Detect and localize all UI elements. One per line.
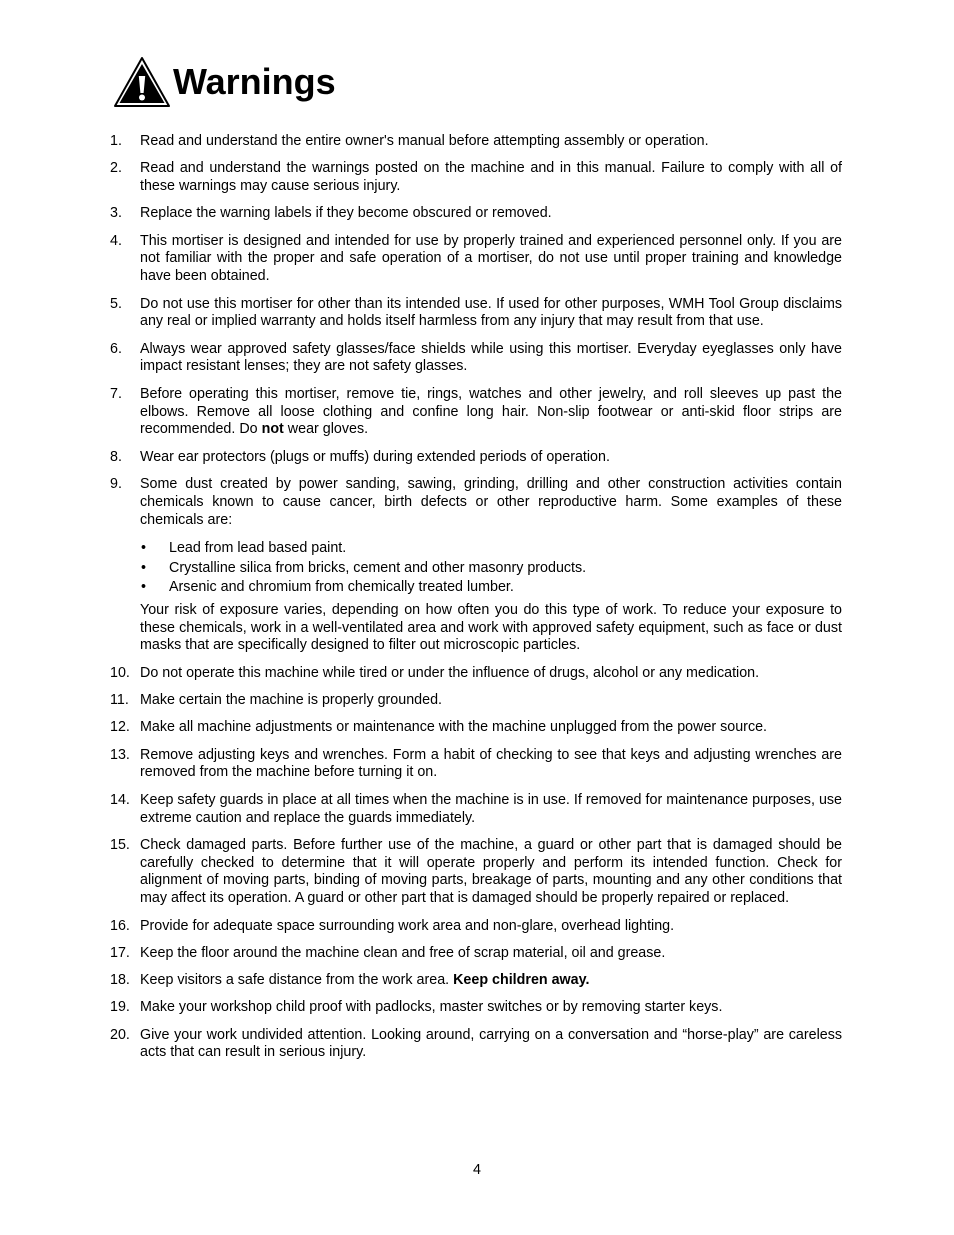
item-number: 13. — [110, 746, 130, 763]
item-text: Remove adjusting keys and wrenches. Form a habit of checking to see that keys and adjusting wrenches are removed from the machine before turning it on. — [140, 746, 842, 781]
bullet-text: Arsenic and chromium from chemically treated lumber. — [169, 579, 514, 596]
page-number: 4 — [473, 1162, 481, 1178]
list-item — [110, 205, 842, 223]
list-item — [110, 476, 842, 655]
item-text: Read and understand the entire owner's manual before attempting assembly or operation. — [140, 133, 709, 149]
item-number: 17. — [110, 944, 130, 961]
item-number: 7. — [110, 385, 122, 402]
list-item — [110, 1027, 842, 1063]
list-item — [110, 692, 842, 710]
item-number: 14. — [110, 791, 130, 808]
item-number: 20. — [110, 1026, 130, 1043]
item-text — [140, 386, 842, 439]
bullet-text: Lead from lead based paint. — [169, 540, 347, 557]
item-number: 8. — [110, 448, 122, 465]
list-item — [110, 945, 842, 963]
list-item — [110, 719, 842, 737]
item-number: 9. — [110, 475, 122, 492]
list-item — [110, 133, 842, 151]
item-text: This mortiser is designed and intended for use by properly trained and experienced personnel only. If you are not familiar with the proper and safe operation of a mortiser, do not use until proper training and knowledge have been obtained. — [140, 232, 842, 285]
item-text-part: Keep visitors a safe distance from the work area. — [140, 972, 454, 989]
item-text: Replace the warning labels if they become obscured or removed. — [140, 205, 552, 222]
item-text: Give your work undivided attention. Looking around, carrying on a conversation and “horse-play” are careless acts that can result in serious injury. — [140, 1026, 842, 1061]
item-text: Always wear approved safety glasses/face shields while using this mortiser. Everyday eyeglasses only have impact resistant lenses; they are not safety glasses. — [140, 340, 842, 375]
item-body — [140, 476, 842, 655]
item-text — [140, 972, 842, 990]
page-title: Warnings — [173, 61, 336, 102]
item-number: 19. — [110, 999, 130, 1016]
item-text: Keep safety guards in place at all times when the machine is in use. If removed for maintenance purposes, use extreme caution and replace the guards immediately. — [140, 791, 842, 826]
item-text: Some dust created by power sanding, sawing, grinding, drilling and other construction activities contain chemicals known to cause cancer, birth defects or other reproductive harm. Some examples of these chemicals are: — [140, 475, 842, 528]
item-text: Check damaged parts. Before further use of the machine, a guard or other part that is damaged should be carefully checked to determine that it will operate properly and perform its intended function. Check for alignment of moving parts, binding of moving parts, breakage of parts, mounting and any other conditions that may affect its operation. A guard or other part that is damaged should be properly repaired or replaced. — [140, 836, 842, 907]
item-number: 11. — [110, 692, 129, 709]
bullet-item — [140, 559, 842, 579]
item-number: 12. — [110, 719, 130, 736]
item-text: Make certain the machine is properly grounded. — [140, 692, 442, 709]
list-item — [110, 747, 842, 783]
warning-triangle-icon — [113, 56, 171, 108]
bullet-item — [140, 539, 842, 559]
item-text: Do not use this mortiser for other than its intended use. If used for other purposes, WMH Tool Group disclaims any real or implied warranty and holds itself harmless from any injury that may result from that use. — [140, 295, 842, 330]
item-number: 1. — [110, 133, 122, 149]
item-text-emphasis: Keep children away. — [453, 972, 590, 989]
item-text: Keep the floor around the machine clean and free of scrap material, oil and grease. — [140, 944, 666, 961]
item-text: Do not operate this machine while tired or under the influence of drugs, alcohol or any medication. — [140, 664, 760, 681]
list-item — [110, 972, 842, 990]
warnings-list — [110, 133, 842, 1072]
item-number: 10. — [110, 664, 130, 681]
list-item — [110, 160, 842, 196]
list-item — [110, 449, 842, 467]
bullet-icon: • — [141, 559, 147, 576]
item-text-part: wear gloves. — [283, 421, 369, 438]
item-number: 5. — [110, 295, 122, 312]
bullet-text: Crystalline silica from bricks, cement and other masonry products. — [169, 559, 587, 576]
bullet-item — [140, 578, 842, 598]
item-text-part: Before operating this mortiser, remove tie, rings, watches and other jewelry, and roll sleeves up past the elbows. Remove all loose clothing and confine long hair. Non-slip footwear or anti-skid floor strips are recommended. Do — [140, 385, 842, 438]
item-text: Make all machine adjustments or maintenance with the machine unplugged from the power source. — [140, 719, 768, 736]
bullet-icon: • — [141, 540, 147, 557]
list-item — [110, 665, 842, 683]
item-number: 18. — [110, 972, 130, 989]
chemical-list — [140, 539, 842, 598]
item-text-emphasis: not — [261, 421, 284, 438]
item-number: 3. — [110, 205, 122, 222]
list-item — [110, 233, 842, 286]
list-item — [110, 341, 842, 377]
item-number: 2. — [110, 160, 122, 177]
item-text: Wear ear protectors (plugs or muffs) during extended periods of operation. — [140, 448, 610, 465]
list-item — [110, 386, 842, 439]
list-item — [110, 837, 842, 908]
item-number: 6. — [110, 340, 122, 357]
list-item — [110, 999, 842, 1017]
warnings-heading — [113, 56, 336, 108]
item-number: 4. — [110, 232, 122, 249]
item-text: Provide for adequate space surrounding work area and non-glare, overhead lighting. — [140, 917, 675, 934]
item-number: 15. — [110, 836, 130, 853]
exposure-paragraph: Your risk of exposure varies, depending on how often you do this type of work. To reduce your exposure to these chemicals, work in a well-ventilated area and work with approved safety equipment, such as face or dust masks that are specifically designed to filter out microscopic particles. — [140, 601, 842, 654]
item-text: Make your workshop child proof with padlocks, master switches or by removing starter keys. — [140, 999, 723, 1016]
list-item — [110, 918, 842, 936]
item-number: 16. — [110, 917, 130, 934]
list-item — [110, 296, 842, 332]
bullet-icon: • — [141, 579, 147, 596]
item-text: Read and understand the warnings posted on the machine and in this manual. Failure to comply with all of these warnings may cause serious injury. — [140, 160, 842, 195]
list-item — [110, 792, 842, 828]
